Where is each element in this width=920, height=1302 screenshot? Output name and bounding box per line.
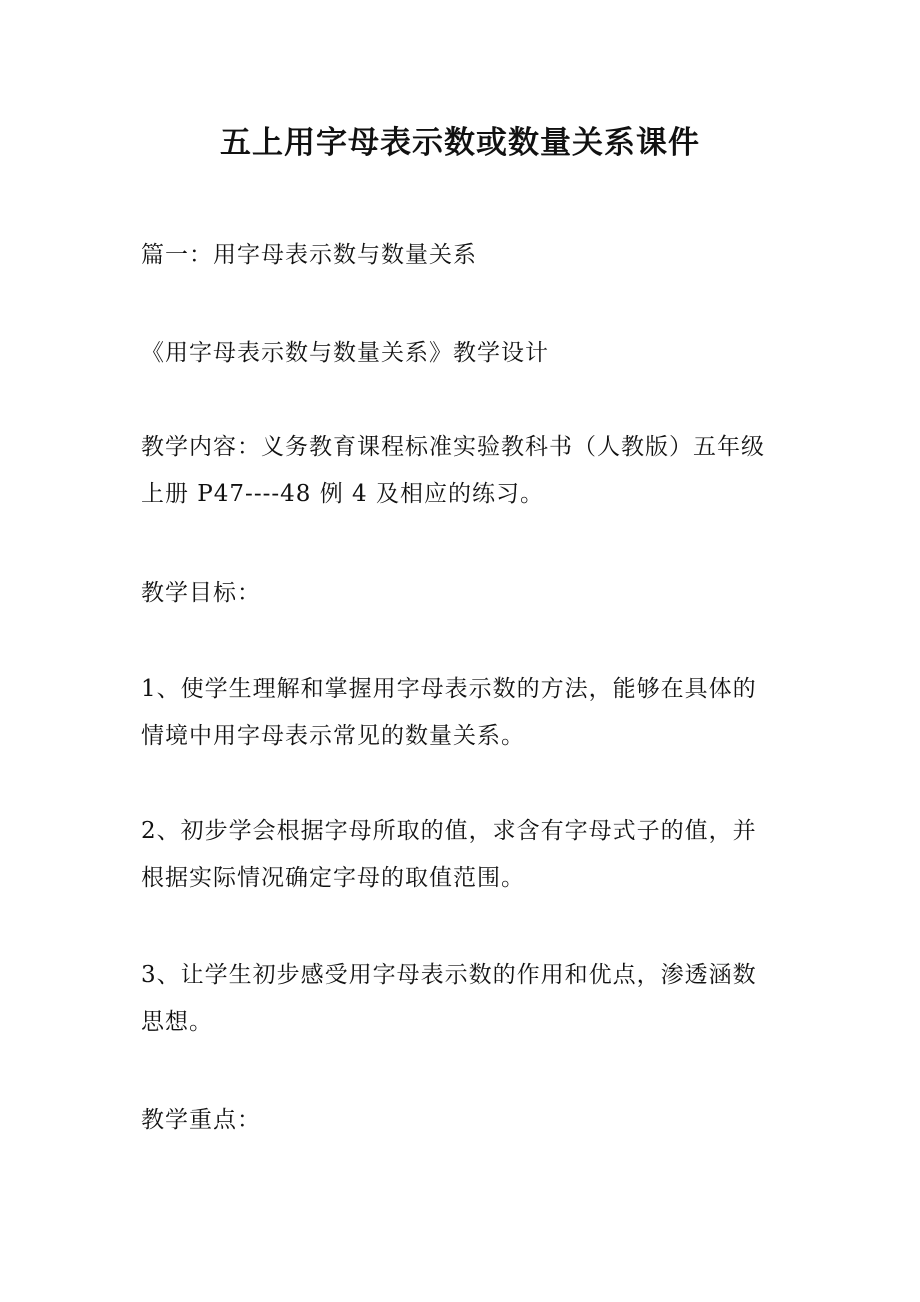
paragraph-line: 情境中用字母表示常见的数量关系。	[141, 723, 525, 749]
paragraph-line: 3、让学生初步感受用字母表示数的作用和优点，渗透涵数	[141, 962, 757, 988]
subtitle-paragraph	[141, 330, 786, 377]
paragraph-line: 教学重点：	[141, 1107, 261, 1133]
section-heading	[141, 232, 786, 279]
goal-item-3	[141, 952, 786, 1046]
paragraph-line: 2、初步学会根据字母所取的值，求含有字母式子的值，并	[141, 818, 757, 844]
paragraph-line: 《用字母表示数与数量关系》教学设计	[141, 340, 549, 366]
paragraph-line: 教学内容：义务教育课程标准实验教科书（人教版）五年级	[141, 434, 765, 460]
teaching-goals-heading	[141, 570, 786, 617]
paragraph-line: 1、使学生理解和掌握用字母表示数的方法，能够在具体的	[141, 676, 757, 702]
paragraph-line: 上册 P47----48 例 4 及相应的练习。	[141, 481, 544, 507]
goal-item-2	[141, 808, 786, 902]
paragraph-line: 篇一：用字母表示数与数量关系	[141, 242, 477, 268]
document-title: 五上用字母表示数或数量关系课件	[220, 125, 700, 161]
paragraph-line: 思想。	[141, 1009, 213, 1035]
paragraph-line: 教学目标：	[141, 580, 261, 606]
key-points-heading	[141, 1097, 786, 1144]
goal-item-1	[141, 666, 786, 760]
paragraph-line: 根据实际情况确定字母的取值范围。	[141, 865, 525, 891]
teaching-content-paragraph	[141, 424, 786, 518]
